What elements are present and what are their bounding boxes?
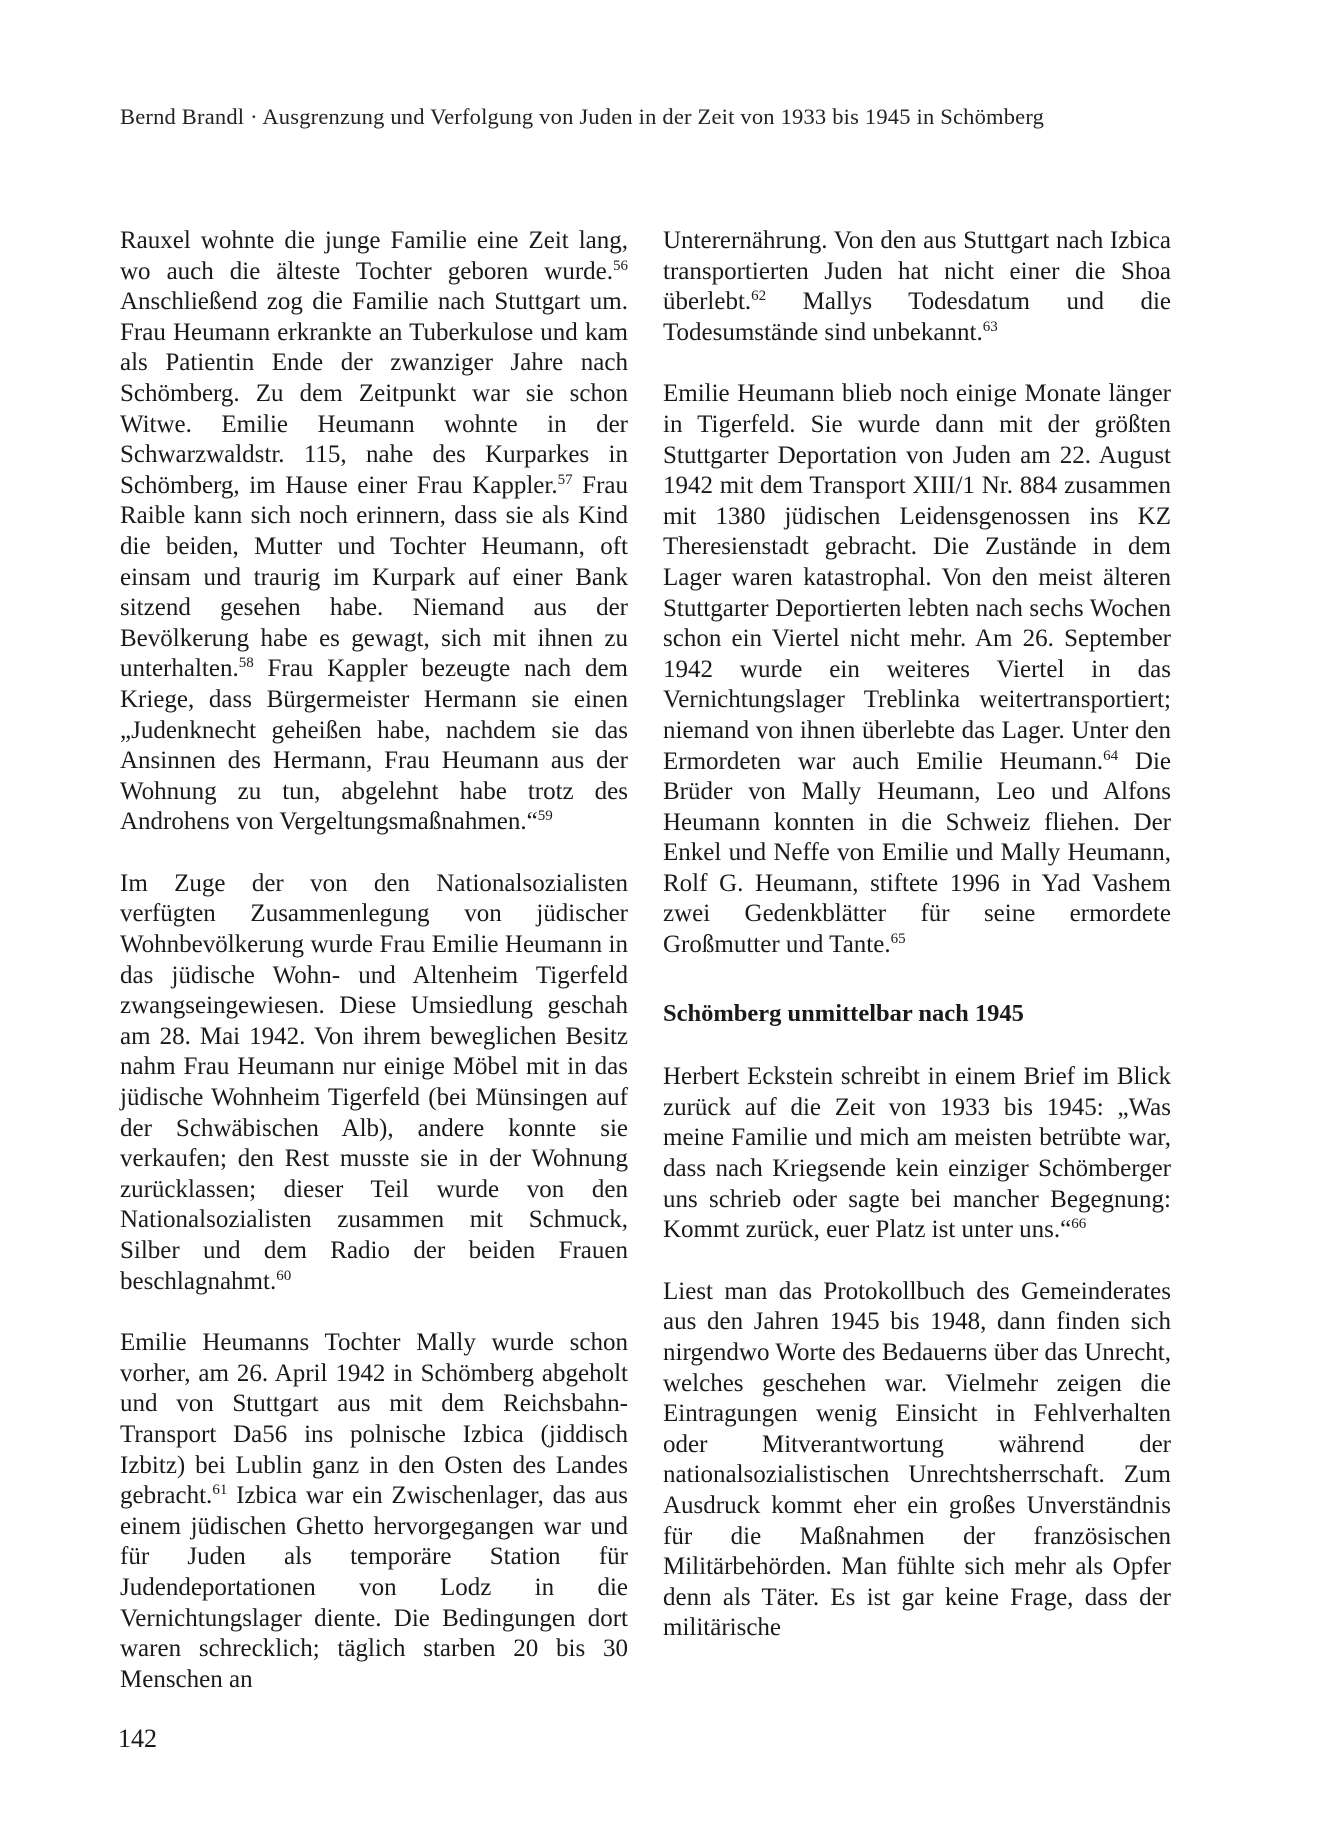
- footnote-ref: 64: [1103, 747, 1119, 764]
- left-column: [120, 226, 628, 1695]
- running-head: Bernd Brandl · Ausgrenzung und Verfolgung von Juden in der Zeit von 1933 bis 1945 in Schömberg: [120, 104, 1045, 129]
- footnote-ref: 59: [537, 808, 553, 825]
- right-column: [663, 226, 1171, 1644]
- section-heading: Schömberg unmittelbar nach 1945: [663, 999, 1024, 1027]
- footnote-ref: 66: [1071, 1216, 1087, 1233]
- paragraph: Emilie Heumann blieb noch einige Monate länger in Tigerfeld. Sie wurde dann mit der größten Stuttgarter Deportation von Juden am 22. August 1942 mit dem Transport XIII/1 Nr. 884 zusammen mit 1380 jüdischen Leidensgenossen ins KZ Theresienstadt gebracht. Die Zustände in dem Lager waren katastrophal. Von den meist älteren Stuttgarter Deportierten lebten nach sechs Wochen schon ein Viertel nicht mehr. Am 26. September 1942 wurde ein weiteres Viertel in das Vernichtungslager Treblinka weitertransportiert; niemand von ihnen überlebte das Lager. Unter den Ermordeten war auch Emilie Heumann.$^{64}$ Die Brüder von Mally Heumann, Leo und Alfons Heumann konnten in die Schweiz fliehen. Der Enkel und Neffe von Emilie und Mally Heumann, Rolf G. Heumann, stiftete 1996 in Yad Vashem zwei Gedenkblätter für seine ermordete Großmutter und Tante.$^{65}$: [663, 380, 1171, 959]
- paragraph: Herbert Eckstein schreibt in einem Brief im Blick zurück auf die Zeit von 1933 bis 1945: „Was meine Familie und mich am meisten betrübte war, dass nach Kriegsende kein einziger Schömberger uns schrieb oder sagte bei mancher Begegnung: Kommt zurück, euer Platz ist unter uns.“$^{66}$: [663, 1063, 1171, 1244]
- footnote-ref: 58: [238, 655, 254, 672]
- footnote-ref: 62: [751, 288, 767, 305]
- footnote-ref: 61: [212, 1482, 228, 1499]
- paragraph: Im Zuge der von den Nationalsozialisten verfügten Zusammenlegung von jüdischer Wohnbevölkerung wurde Frau Emilie Heumann in das jüdische Wohn- und Altenheim Tigerfeld zwangseingewiesen. Diese Umsiedlung geschah am 28. Mai 1942. Von ihrem beweglichen Besitz nahm Frau Heumann nur einige Möbel mit in das jüdische Wohnheim Tigerfeld (bei Münsingen auf der Schwäbischen Alb), andere konnte sie verkaufen; den Rest musste sie in der Wohnung zurücklassen; dieser Teil wurde von den Nationalsozialisten zusammen mit Schmuck, Silber und dem Radio der beiden Frauen beschlagnahmt.$^{60}$: [120, 869, 628, 1295]
- page-number: 142: [118, 1724, 157, 1753]
- paragraph: Emilie Heumanns Tochter Mally wurde schon vorher, am 26. April 1942 in Schömberg abgeholt und von Stuttgart aus mit dem Reichsbahn-Transport Da56 ins polnische Izbica (jiddisch Izbitz) bei Lublin ganz in den Osten des Landes gebracht.$^{61}$ Izbica war ein Zwischenlager, das aus einem jüdischen Ghetto hervorgegangen war und für Juden als temporäre Station für Judendeportationen von Lodz in die Vernichtungslager diente. Die Bedingungen dort waren schrecklich; täglich starben 20 bis 30 Menschen an: [120, 1329, 628, 1693]
- footnote-ref: 56: [613, 257, 628, 274]
- footnote-ref: 65: [890, 931, 906, 948]
- paragraph: Unterernährung. Von den aus Stuttgart nach Izbica transportierten Juden hat nicht einer die Shoa überlebt.$^{62}$ Mallys Todesdatum und die Todesumstände sind unbekannt.$^{63}$: [663, 227, 1171, 346]
- paragraph: Liest man das Protokollbuch des Gemeinderates aus den Jahren 1945 bis 1948, dann finden sich nirgendwo Worte des Bedauerns über das Unrecht, welches geschehen war. Vielmehr zeigen die Eintragungen wenig Einsicht in Fehlverhalten oder Mitverantwortung während der nationalsozialistischen Unrechtsherrschaft. Zum Ausdruck kommt eher ein großes Unverständnis für die Maßnahmen der französischen Militärbehörden. Man fühlte sich mehr als Opfer denn als Täter. Es ist gar keine Frage, dass der militärische: [663, 1277, 1171, 1642]
- footnote-ref: 57: [557, 471, 573, 488]
- footnote-ref: 60: [276, 1267, 292, 1284]
- footnote-ref: 63: [982, 318, 998, 335]
- paragraph: Rauxel wohnte die junge Familie eine Zeit lang, wo auch die älteste Tochter geboren wurde.$^{56}$ Anschließend zog die Familie nach Stuttgart um. Frau Heumann erkrankte an Tuberkulose und kam als Patientin Ende der zwanziger Jahre nach Schömberg. Zu dem Zeitpunkt war sie schon Witwe. Emilie Heumann wohnte in der Schwarzwaldstr. 115, nahe des Kurparkes in Schömberg, im Hause einer Frau Kappler.$^{57}$ Frau Raible kann sich noch erinnern, dass sie als Kind die beiden, Mutter und Tochter Heumann, oft einsam und traurig im Kurpark auf einer Bank sitzend gesehen habe. Niemand aus der Bevölkerung habe es gewagt, sich mit ihnen zu unterhalten.$^{58}$ Frau Kappler bezeugte nach dem Kriege, dass Bürgermeister Hermann sie einen „Judenknecht geheißen habe, nachdem sie das Ansinnen des Hermann, Frau Heumann aus der Wohnung zu tun, abgelehnt habe trotz des Androhens von Vergeltungsmaßnahmen.“$^{59}$: [120, 227, 628, 836]
